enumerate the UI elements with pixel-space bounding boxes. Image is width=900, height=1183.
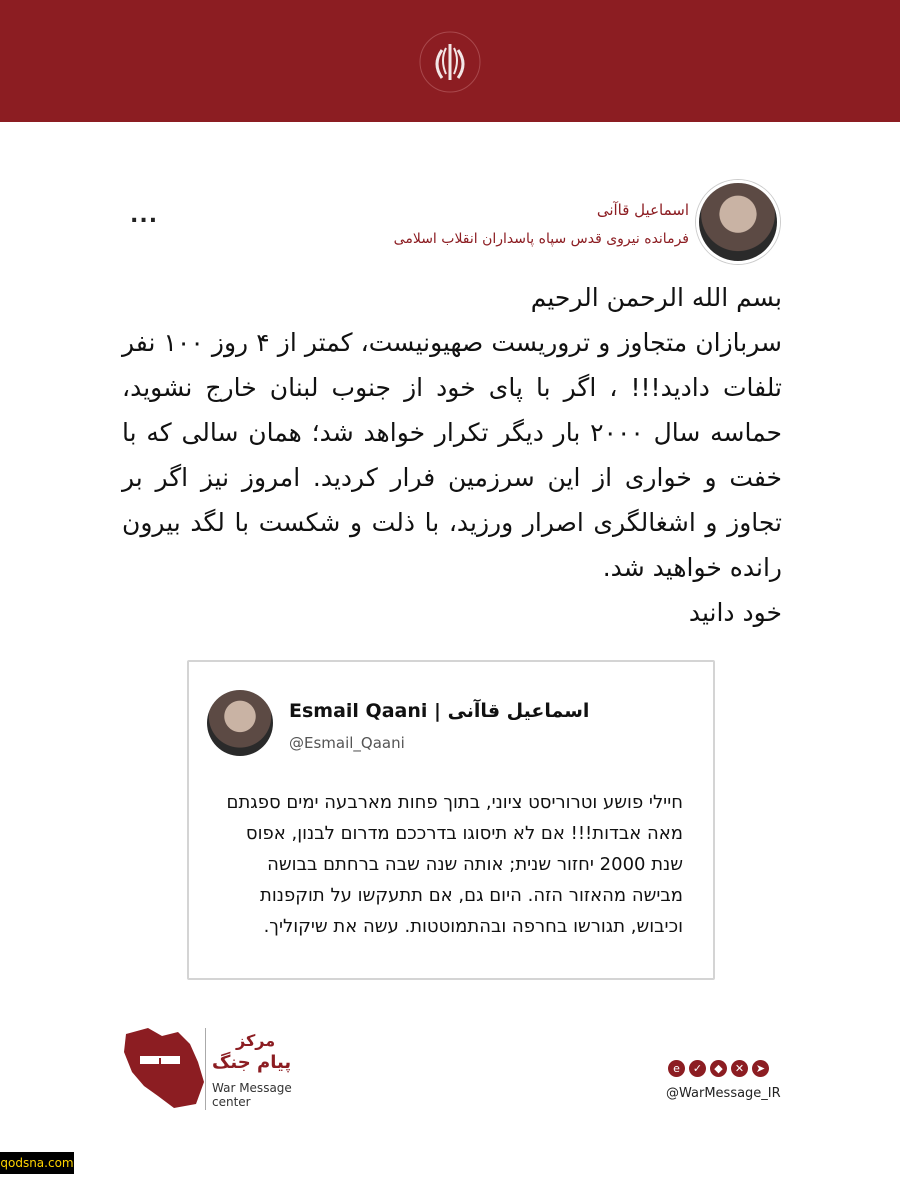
header-banner: [0, 0, 900, 122]
logo-text-fa-line2: پیام جنگ: [212, 1052, 292, 1073]
tweet-body: חיילי פושע וטרוריסט ציוני, בתוך פחות מארבעה ימים ספגתם מאה אבדות!!! אם לא תיסוגו בדרככם מדרום לבנון, אפוס שנת 2000 יחזור שנית; אותה שנה שבה ברחתם בבושה מבישה מהאזור הזה. היום גם, אם תתעקשו על תוקפנות וכיבוש, תגורשו בחרפה ובהתמוטטות. עשה את שיקוליך.: [226, 792, 683, 937]
logo-divider: [205, 1028, 206, 1110]
post-message: سربازان متجاوز و تروریست صهیونیست، کمتر از ۴ روز ۱۰۰ نفر تلفات دادید!!! ، اگر با پای خود از جنوب لبنان خارج نشوید، حماسه سال ۲۰۰۰ بار دیگر تکرار خواهد شد؛ همان سالی که با خفت و خواری از این سرزمین فرار کردید. امروز نیز اگر بر تجاوز و اشغالگری اصرار ورزید، با ذلت و شکست با لگد بیرون رانده خواهید شد.: [122, 328, 782, 582]
tweet-author-name: Esmail Qaani | اسماعیل قاآنی: [289, 700, 590, 722]
telegram-icon[interactable]: ➤: [752, 1060, 769, 1077]
author-avatar: [696, 180, 780, 264]
tweet-handle: @Esmail_Qaani: [289, 734, 405, 752]
more-options-button[interactable]: ...: [130, 203, 159, 228]
social-icons: [668, 1060, 769, 1077]
check-icon[interactable]: ✓: [689, 1060, 706, 1077]
eitaa-icon[interactable]: e: [668, 1060, 685, 1077]
logo-text-en-line1: War Message: [212, 1081, 292, 1095]
author-name: اسماعیل قاآنی: [596, 201, 689, 219]
post-body: [122, 275, 782, 635]
embedded-tweet: [187, 660, 715, 980]
iran-emblem-icon: [418, 30, 482, 94]
tweet-avatar: [207, 690, 273, 756]
x-icon[interactable]: ✕: [731, 1060, 748, 1077]
logo-text-en-line2: center: [212, 1095, 251, 1109]
basmala: بسم الله الرحمن الرحیم: [530, 283, 782, 312]
iran-map-logo-icon: [118, 1022, 208, 1112]
logo-text-fa-line1: مرکز: [236, 1031, 276, 1050]
post-closing: خود دانید: [688, 598, 782, 627]
rubika-icon[interactable]: ◆: [710, 1060, 727, 1077]
watermark: qodsna.com: [0, 1152, 74, 1174]
social-handle: @WarMessage_IR: [666, 1086, 781, 1101]
author-title: فرمانده نیروی قدس سپاه پاسداران انقلاب اسلامی: [393, 231, 689, 247]
